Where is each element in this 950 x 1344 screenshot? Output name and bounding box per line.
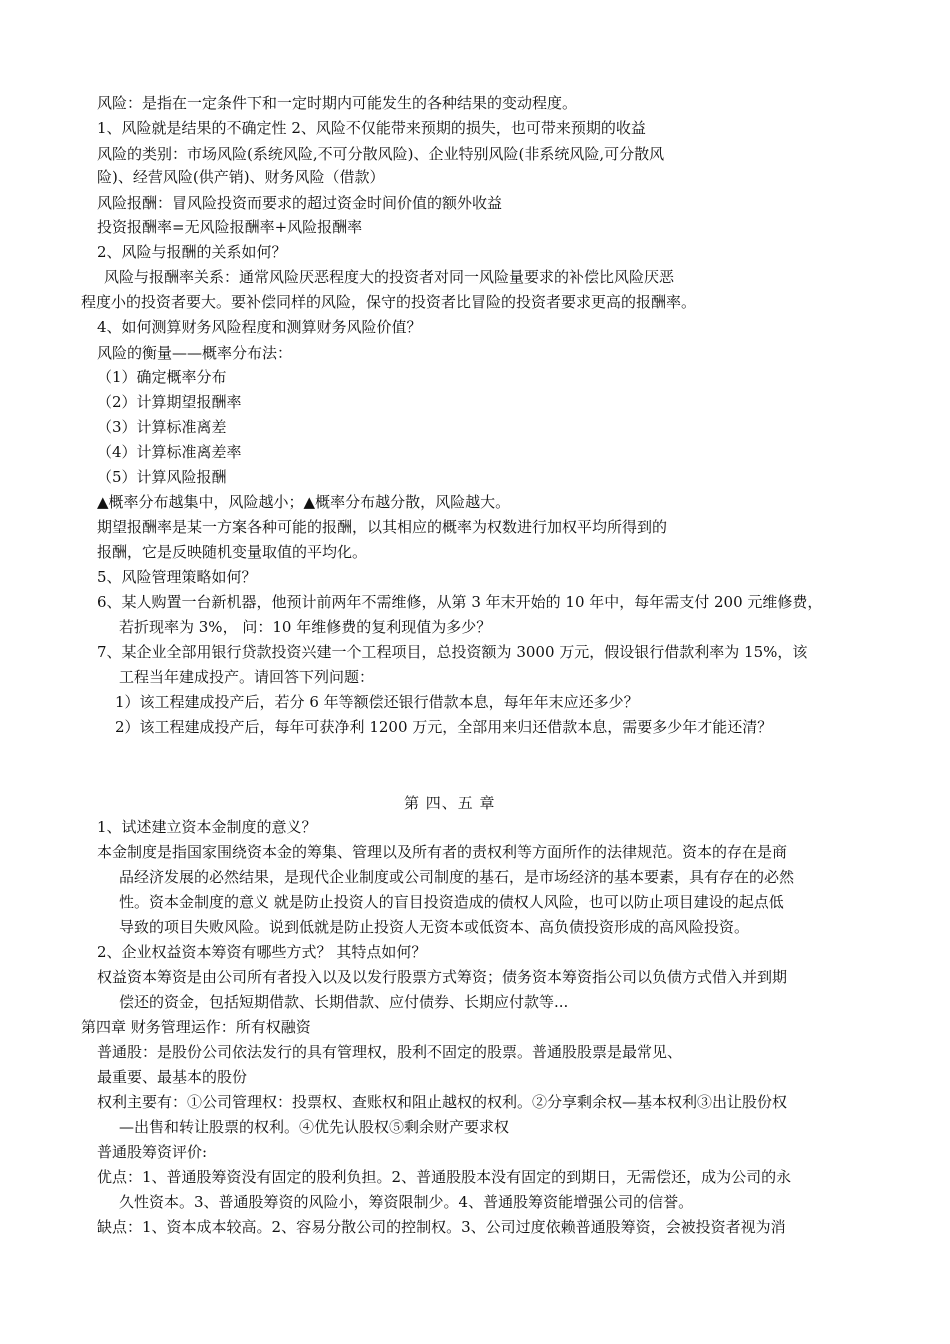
expected-return-line2: 报酬，它是反映随机变量取值的平均化。: [97, 543, 368, 561]
step-item: （3）计算标准离差: [97, 418, 227, 436]
question-2: 2、风险与报酬的关系如何？: [97, 243, 287, 261]
answer-2-line1: 风险与报酬率关系：通常风险厌恶程度大的投资者对同一风险量要求的补偿比风险厌恶: [104, 268, 675, 286]
question-5: 5、风险管理策略如何？: [97, 568, 257, 586]
question-7-line1: 7、某企业全部用银行贷款投资兴建一个工程项目，总投资额为 3000 万元，假设银行借款利率为 15%，该: [97, 643, 808, 661]
question-7-sub2: 2）该工程建成投产后，每年可获净利 1200 万元，全部用来归还借款本息，需要多少年才能还清？: [115, 718, 773, 736]
measure-title: 风险的衡量——概率分布法：: [97, 344, 293, 362]
ch45-question-2: 2、企业权益资本筹资有哪些方式？ 其特点如何？: [97, 943, 427, 961]
question-4: 4、如何测算财务风险程度和测算财务风险价值？: [97, 318, 422, 336]
answer-2-line2: 程度小的投资者要大。要补偿同样的风险，保守的投资者比冒险的投资者要求更高的报酬率。: [81, 293, 697, 311]
advantages-line2: 久性资本。3、普通股筹资的风险小，筹资限制少。4、普通股筹资能增强公司的信誉。: [119, 1193, 694, 1211]
question-6-line1: 6、某人购置一台新机器，他预计前两年不需维修，从第 3 年末开始的 10 年中，每年需支付 200 元维修费，: [97, 593, 823, 611]
rights-line1: 权利主要有：①公司管理权：投票权、查账权和阻止越权的权利。②分享剩余权—基本权利③出让股份权: [97, 1093, 788, 1111]
ch45-answer-2-line2: 偿还的资金，包括短期借款、长期借款、应付债券、长期应付款等...: [119, 993, 569, 1011]
risk-categories-line2: 险)、经营风险(供产销)、财务风险（借款）: [97, 168, 385, 186]
chapter-4-title: 第四章 财务管理运作：所有权融资: [81, 1018, 311, 1036]
question-7-sub1: 1）该工程建成投产后，若分 6 年等额偿还银行借款本息，每年年末应还多少？: [115, 693, 639, 711]
ch45-answer-1-line2: 品经济发展的必然结果，是现代企业制度或公司制度的基石，是市场经济的基本要素，具有存在的必然: [119, 868, 795, 886]
common-stock-line2: 最重要、最基本的股份: [97, 1068, 248, 1086]
step-item: （5）计算风险报酬: [97, 468, 227, 486]
step-item: （1）确定概率分布: [97, 368, 227, 386]
probability-note: ▲概率分布越集中，风险越小；▲概率分布越分散，风险越大。: [97, 493, 511, 511]
risk-definition: 风险：是指在一定条件下和一定时期内可能发生的各种结果的变动程度。: [97, 94, 578, 112]
evaluation-title: 普通股筹资评价:: [97, 1143, 208, 1161]
rights-line2: —出售和转让股票的权利。④优先认股权⑤剩余财产要求权: [119, 1118, 510, 1136]
ch45-answer-1-line4: 导致的项目失败风险。说到低就是防止投资人无资本或低资本、高负债投资形成的高风险投资。: [119, 918, 750, 936]
risk-reward-definition: 风险报酬：冒风险投资而要求的超过资金时间价值的额外收益: [97, 194, 503, 212]
risk-categories-line1: 风险的类别：市场风险(系统风险,不可分散风险)、企业特别风险(非系统风险,可分散风: [97, 145, 665, 163]
ch45-question-1: 1、试述建立资本金制度的意义？: [97, 818, 317, 836]
question-6-line2: 若折现率为 3%， 问：10 年维修费的复利现值为多少？: [119, 618, 492, 636]
chapter-heading: 第 四、五 章: [404, 794, 496, 812]
question-7-line2: 工程当年建成投产。请回答下列问题：: [119, 668, 375, 686]
disadvantages-line1: 缺点：1、资本成本较高。2、容易分散公司的控制权。3、公司过度依赖普通股筹资，会被投资者视为消: [97, 1218, 786, 1236]
ch45-answer-2-line1: 权益资本筹资是由公司所有者投入以及以发行股票方式筹资；债务资本筹资指公司以负债方式借入并到期: [97, 968, 788, 986]
step-item: （2）计算期望报酬率: [97, 393, 242, 411]
risk-points: 1、风险就是结果的不确定性 2、风险不仅能带来预期的损失，也可带来预期的收益: [97, 119, 646, 137]
return-formula: 投资报酬率=无风险报酬率+风险报酬率: [97, 218, 363, 236]
ch45-answer-1-line1: 本金制度是指国家围绕资本金的筹集、管理以及所有者的责权利等方面所作的法律规范。资本的存在是商: [97, 843, 788, 861]
common-stock-line1: 普通股：是股份公司依法发行的具有管理权，股利不固定的股票。普通股股票是最常见、: [97, 1043, 683, 1061]
advantages-line1: 优点：1、普通股筹资没有固定的股利负担。2、普通股股本没有固定的到期日，无需偿还，成为公司的永: [97, 1168, 792, 1186]
expected-return-line1: 期望报酬率是某一方案各种可能的报酬，以其相应的概率为权数进行加权平均所得到的: [97, 518, 668, 536]
ch45-answer-1-line3: 性。资本金制度的意义 就是防止投资人的盲目投资造成的债权人风险，也可以防止项目建设的起点低: [119, 893, 784, 911]
step-item: （4）计算标准离差率: [97, 443, 242, 461]
